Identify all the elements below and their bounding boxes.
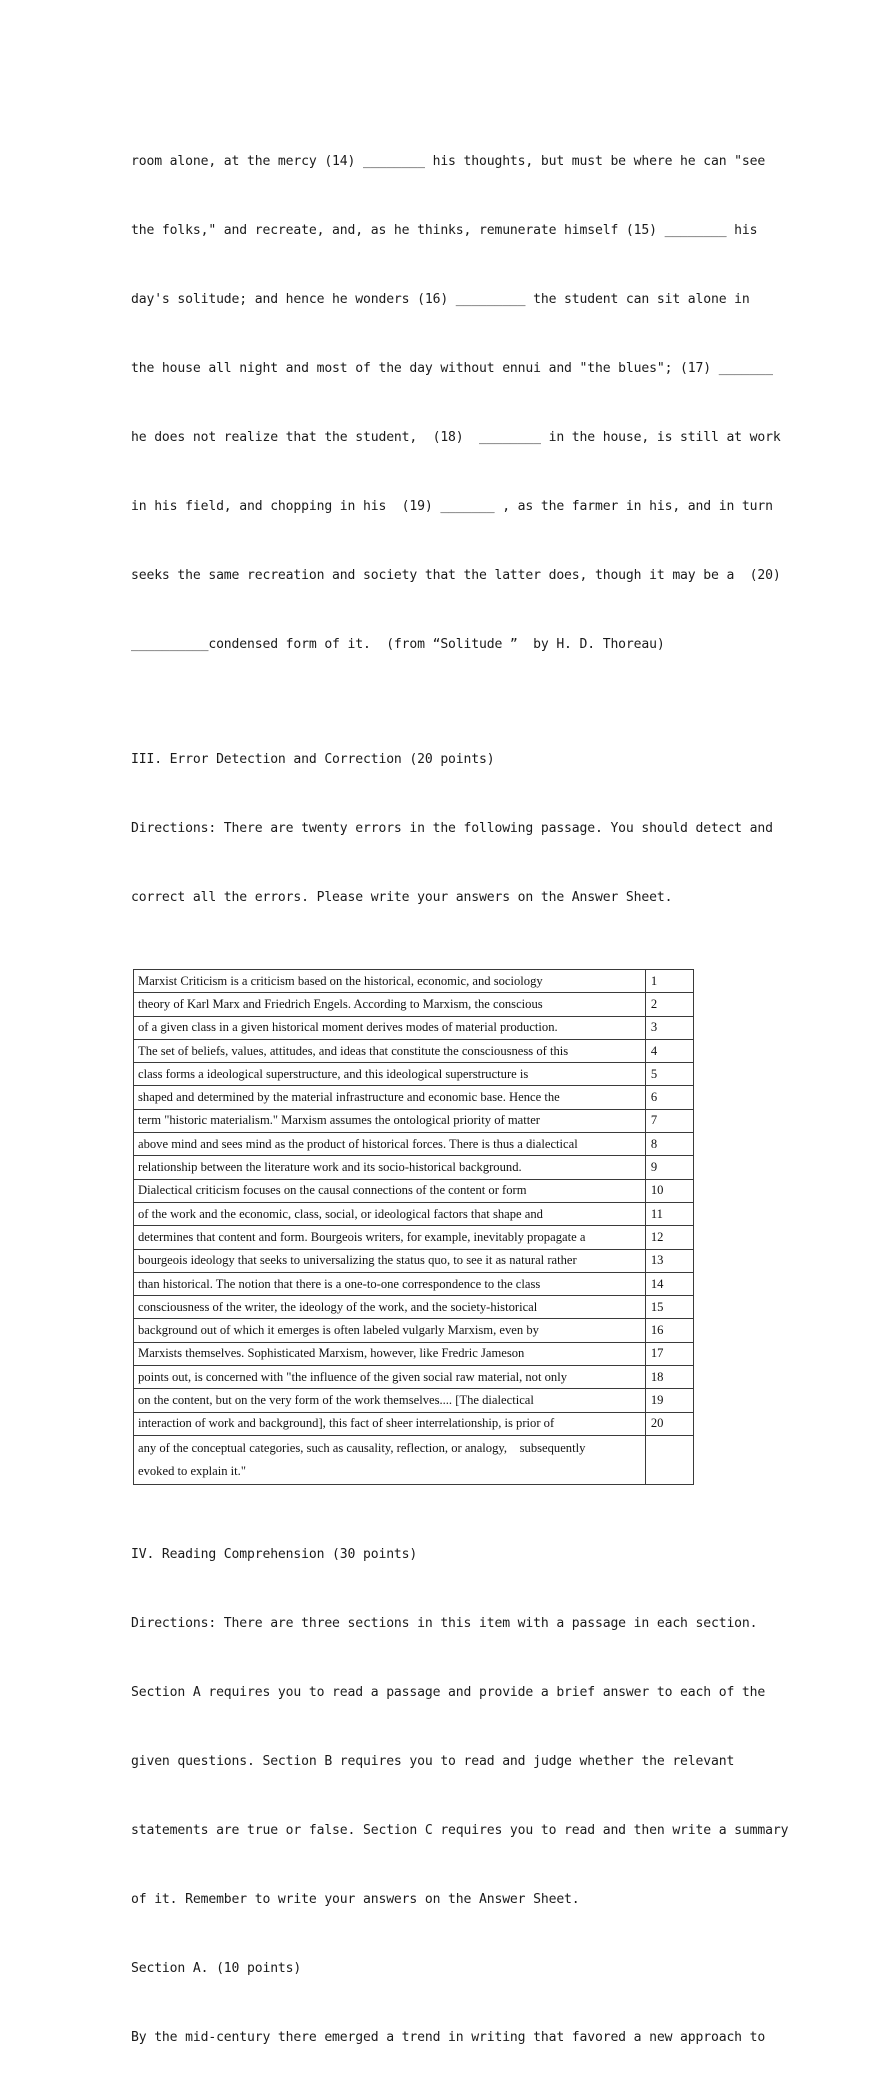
row-text: The set of beliefs, values, attitudes, and ideas that constitute the consciousness of this — [134, 1039, 646, 1062]
row-text-final — [134, 1435, 646, 1484]
table-row — [134, 1226, 694, 1249]
table-row — [134, 1412, 694, 1435]
table-row — [134, 1179, 694, 1202]
directions-line: statements are true or false. Section C requires you to read and then write a summary — [131, 1822, 789, 1838]
section-iii — [131, 702, 773, 955]
passage-line: the folks," and recreate, and, as he thinks, remunerate himself (15) ________ his — [131, 223, 758, 238]
table-row — [134, 1109, 694, 1132]
passage-continuation — [131, 104, 781, 702]
row-text: points out, is concerned with "the influence of the given social raw material, not only — [134, 1366, 646, 1389]
row-text: Marxist Criticism is a criticism based on the historical, economic, and sociology — [134, 970, 646, 993]
row-number-empty — [645, 1435, 693, 1484]
table-row — [134, 1039, 694, 1062]
directions-line: Directions: There are three sections in this item with a passage in each section. — [131, 1615, 758, 1631]
row-text: determines that content and form. Bourgeois writers, for example, inevitably propagate a — [134, 1226, 646, 1249]
passage-line: in his field, and chopping in his (19) _______ , as the farmer in his, and in turn — [131, 499, 773, 514]
row-number: 8 — [645, 1133, 693, 1156]
row-number: 17 — [645, 1342, 693, 1365]
row-number: 1 — [645, 970, 693, 993]
row-number: 20 — [645, 1412, 693, 1435]
directions-line: given questions. Section B requires you to read and judge whether the relevant — [131, 1753, 735, 1769]
row-number: 10 — [645, 1179, 693, 1202]
row-number: 2 — [645, 993, 693, 1016]
error-correction-table — [133, 969, 694, 1485]
row-number: 9 — [645, 1156, 693, 1179]
row-text: above mind and sees mind as the product of historical forces. There is thus a dialectical — [134, 1133, 646, 1156]
row-number: 15 — [645, 1296, 693, 1319]
row-number: 12 — [645, 1226, 693, 1249]
row-text: interaction of work and background], this fact of sheer interrelationship, is prior of — [134, 1412, 646, 1435]
error-table-wrapper — [133, 969, 741, 1485]
directions-line: Section A requires you to read a passage and provide a brief answer to each of the — [131, 1684, 766, 1700]
passage-line: By the mid-century there emerged a trend in writing that favored a new approach to — [131, 2029, 766, 2045]
final-line: any of the conceptual categories, such as causality, reflection, or analogy, subsequently — [138, 1441, 586, 1456]
row-text: bourgeois ideology that seeks to universalizing the status quo, to see it as natural rather — [134, 1249, 646, 1272]
table-row — [134, 1156, 694, 1179]
row-text: of a given class in a given historical moment derives modes of material production. — [134, 1016, 646, 1039]
row-text: of the work and the economic, class, social, or ideological factors that shape and — [134, 1202, 646, 1225]
section-heading: IV. Reading Comprehension (30 points) — [131, 1546, 418, 1562]
row-text: term "historic materialism." Marxism assumes the ontological priority of matter — [134, 1109, 646, 1132]
directions-line: of it. Remember to write your answers on the Answer Sheet. — [131, 1891, 580, 1907]
final-line: evoked to explain it." — [138, 1464, 246, 1479]
row-text: Marxists themselves. Sophisticated Marxism, however, like Fredric Jameson — [134, 1342, 646, 1365]
row-number: 14 — [645, 1272, 693, 1295]
passage-line: the house all night and most of the day without ennui and "the blues"; (17) _______ — [131, 361, 773, 376]
row-text: theory of Karl Marx and Friedrich Engels. According to Marxism, the conscious — [134, 993, 646, 1016]
row-number: 3 — [645, 1016, 693, 1039]
row-text: class forms a ideological superstructure, and this ideological superstructure is — [134, 1063, 646, 1086]
row-text: relationship between the literature work and its socio-historical background. — [134, 1156, 646, 1179]
document-page — [131, 104, 789, 2095]
table-row — [134, 1016, 694, 1039]
table-row — [134, 1133, 694, 1156]
table-row — [134, 970, 694, 993]
table-row — [134, 1249, 694, 1272]
row-text: background out of which it emerges is often labeled vulgarly Marxism, even by — [134, 1319, 646, 1342]
table-row — [134, 1296, 694, 1319]
row-text: shaped and determined by the material infrastructure and economic base. Hence the — [134, 1086, 646, 1109]
table-row — [134, 1366, 694, 1389]
row-number: 6 — [645, 1086, 693, 1109]
table-row — [134, 1063, 694, 1086]
row-number: 19 — [645, 1389, 693, 1412]
section-iv — [131, 1497, 789, 2095]
row-number: 18 — [645, 1366, 693, 1389]
table-row — [134, 1202, 694, 1225]
table-row — [134, 1342, 694, 1365]
table-row — [134, 1272, 694, 1295]
table-row — [134, 1086, 694, 1109]
row-number: 4 — [645, 1039, 693, 1062]
table-row — [134, 1319, 694, 1342]
section-heading: III. Error Detection and Correction (20 points) — [131, 752, 495, 767]
passage-line: __________condensed form of it. (from “Solitude ” by H. D. Thoreau) — [131, 637, 665, 652]
passage-line: day's solitude; and hence he wonders (16) _________ the student can sit alone in — [131, 292, 750, 307]
directions-line: Directions: There are twenty errors in the following passage. You should detect and — [131, 821, 773, 836]
table-row — [134, 993, 694, 1016]
row-number: 11 — [645, 1202, 693, 1225]
row-number: 5 — [645, 1063, 693, 1086]
row-text: on the content, but on the very form of the work themselves.... [The dialectical — [134, 1389, 646, 1412]
row-number: 7 — [645, 1109, 693, 1132]
row-number: 13 — [645, 1249, 693, 1272]
row-text: than historical. The notion that there is a one-to-one correspondence to the class — [134, 1272, 646, 1295]
subsection-heading: Section A. (10 points) — [131, 1960, 302, 1976]
directions-line: correct all the errors. Please write your answers on the Answer Sheet. — [131, 890, 673, 905]
row-text: consciousness of the writer, the ideology of the work, and the society-historical — [134, 1296, 646, 1319]
passage-line: seeks the same recreation and society that the latter does, though it may be a (20) — [131, 568, 781, 583]
table-row — [134, 1389, 694, 1412]
passage-line: room alone, at the mercy (14) ________ his thoughts, but must be where he can "see — [131, 154, 766, 169]
row-text: Dialectical criticism focuses on the causal connections of the content or form — [134, 1179, 646, 1202]
row-number: 16 — [645, 1319, 693, 1342]
passage-line: he does not realize that the student, (18) ________ in the house, is still at work — [131, 430, 781, 445]
table-row-final — [134, 1435, 694, 1484]
